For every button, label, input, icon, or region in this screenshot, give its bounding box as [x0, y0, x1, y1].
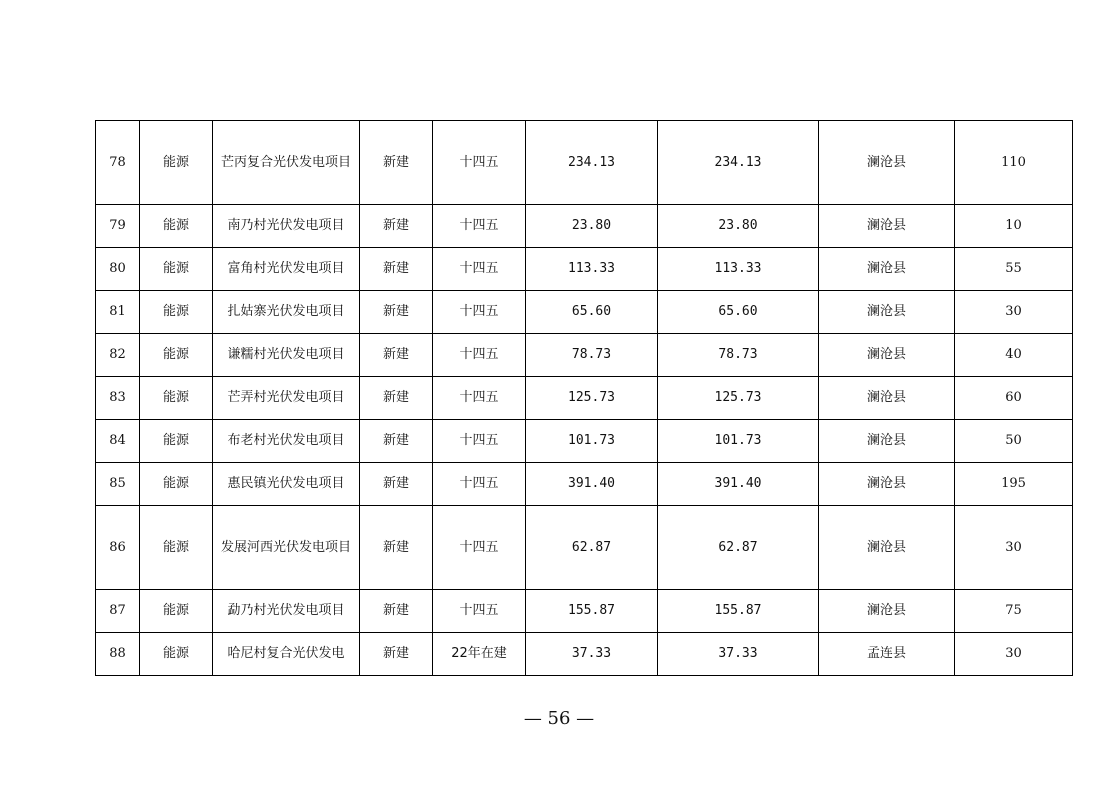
- cell-period: 十四五: [433, 121, 526, 205]
- cell-county: 澜沧县: [819, 377, 955, 420]
- cell-county: 孟连县: [819, 633, 955, 676]
- cell-total-investment: 234.13: [526, 121, 658, 205]
- cell-construction-type: 新建: [360, 121, 433, 205]
- cell-project-name: 惠民镇光伏发电项目: [213, 463, 360, 506]
- cell-planned-investment: 125.73: [658, 377, 819, 420]
- cell-period: 十四五: [433, 463, 526, 506]
- cell-total-investment: 391.40: [526, 463, 658, 506]
- cell-capacity: 60: [955, 377, 1073, 420]
- cell-planned-investment: 113.33: [658, 248, 819, 291]
- cell-planned-investment: 78.73: [658, 334, 819, 377]
- cell-row-number: 81: [96, 291, 140, 334]
- cell-category: 能源: [140, 463, 213, 506]
- cell-planned-investment: 65.60: [658, 291, 819, 334]
- cell-category: 能源: [140, 377, 213, 420]
- cell-category: 能源: [140, 205, 213, 248]
- cell-project-name: 哈尼村复合光伏发电: [213, 633, 360, 676]
- cell-row-number: 78: [96, 121, 140, 205]
- cell-row-number: 87: [96, 590, 140, 633]
- cell-total-investment: 155.87: [526, 590, 658, 633]
- cell-capacity: 55: [955, 248, 1073, 291]
- cell-construction-type: 新建: [360, 463, 433, 506]
- cell-planned-investment: 101.73: [658, 420, 819, 463]
- cell-total-investment: 113.33: [526, 248, 658, 291]
- cell-period: 十四五: [433, 420, 526, 463]
- table-row: [96, 420, 1073, 463]
- table-row: [96, 506, 1073, 590]
- table-body: [96, 121, 1073, 676]
- project-table: [95, 120, 1073, 676]
- cell-construction-type: 新建: [360, 590, 433, 633]
- cell-capacity: 50: [955, 420, 1073, 463]
- cell-county: 澜沧县: [819, 506, 955, 590]
- table-row: [96, 205, 1073, 248]
- cell-capacity: 30: [955, 506, 1073, 590]
- cell-category: 能源: [140, 633, 213, 676]
- cell-planned-investment: 37.33: [658, 633, 819, 676]
- cell-project-name: 布老村光伏发电项目: [213, 420, 360, 463]
- cell-total-investment: 62.87: [526, 506, 658, 590]
- cell-project-name: 勐乃村光伏发电项目: [213, 590, 360, 633]
- cell-planned-investment: 155.87: [658, 590, 819, 633]
- cell-total-investment: 23.80: [526, 205, 658, 248]
- cell-capacity: 195: [955, 463, 1073, 506]
- page-number: — 56 —: [523, 708, 595, 729]
- cell-capacity: 75: [955, 590, 1073, 633]
- cell-row-number: 88: [96, 633, 140, 676]
- table-row: [96, 463, 1073, 506]
- cell-total-investment: 65.60: [526, 291, 658, 334]
- cell-planned-investment: 62.87: [658, 506, 819, 590]
- cell-capacity: 110: [955, 121, 1073, 205]
- cell-total-investment: 37.33: [526, 633, 658, 676]
- cell-county: 澜沧县: [819, 334, 955, 377]
- table-row: [96, 248, 1073, 291]
- cell-period: 十四五: [433, 377, 526, 420]
- cell-project-name: 富角村光伏发电项目: [213, 248, 360, 291]
- cell-project-name: 芒弄村光伏发电项目: [213, 377, 360, 420]
- cell-construction-type: 新建: [360, 633, 433, 676]
- cell-county: 澜沧县: [819, 121, 955, 205]
- cell-construction-type: 新建: [360, 334, 433, 377]
- table-row: [96, 633, 1073, 676]
- table-row: [96, 590, 1073, 633]
- cell-category: 能源: [140, 590, 213, 633]
- cell-row-number: 80: [96, 248, 140, 291]
- cell-capacity: 30: [955, 633, 1073, 676]
- cell-category: 能源: [140, 506, 213, 590]
- cell-period: 十四五: [433, 205, 526, 248]
- cell-construction-type: 新建: [360, 248, 433, 291]
- cell-project-name: 扎姑寨光伏发电项目: [213, 291, 360, 334]
- cell-category: 能源: [140, 334, 213, 377]
- cell-capacity: 40: [955, 334, 1073, 377]
- table-row: [96, 377, 1073, 420]
- cell-period: 十四五: [433, 334, 526, 377]
- cell-row-number: 83: [96, 377, 140, 420]
- table-row: [96, 291, 1073, 334]
- cell-row-number: 82: [96, 334, 140, 377]
- cell-capacity: 30: [955, 291, 1073, 334]
- cell-category: 能源: [140, 121, 213, 205]
- cell-county: 澜沧县: [819, 590, 955, 633]
- cell-project-name: 芒丙复合光伏发电项目: [213, 121, 360, 205]
- cell-planned-investment: 391.40: [658, 463, 819, 506]
- cell-county: 澜沧县: [819, 463, 955, 506]
- cell-project-name: 谦糯村光伏发电项目: [213, 334, 360, 377]
- cell-total-investment: 78.73: [526, 334, 658, 377]
- cell-county: 澜沧县: [819, 420, 955, 463]
- cell-period: 十四五: [433, 248, 526, 291]
- cell-row-number: 85: [96, 463, 140, 506]
- table-row: [96, 334, 1073, 377]
- cell-construction-type: 新建: [360, 420, 433, 463]
- cell-construction-type: 新建: [360, 377, 433, 420]
- cell-row-number: 79: [96, 205, 140, 248]
- cell-capacity: 10: [955, 205, 1073, 248]
- cell-category: 能源: [140, 248, 213, 291]
- cell-county: 澜沧县: [819, 205, 955, 248]
- cell-county: 澜沧县: [819, 291, 955, 334]
- cell-total-investment: 101.73: [526, 420, 658, 463]
- cell-construction-type: 新建: [360, 291, 433, 334]
- cell-county: 澜沧县: [819, 248, 955, 291]
- cell-period: 22年在建: [433, 633, 526, 676]
- cell-total-investment: 125.73: [526, 377, 658, 420]
- cell-period: 十四五: [433, 291, 526, 334]
- table-row: [96, 121, 1073, 205]
- cell-planned-investment: 234.13: [658, 121, 819, 205]
- cell-project-name: 发展河西光伏发电项目: [213, 506, 360, 590]
- cell-planned-investment: 23.80: [658, 205, 819, 248]
- cell-period: 十四五: [433, 590, 526, 633]
- cell-row-number: 84: [96, 420, 140, 463]
- cell-row-number: 86: [96, 506, 140, 590]
- cell-category: 能源: [140, 291, 213, 334]
- cell-construction-type: 新建: [360, 205, 433, 248]
- cell-project-name: 南乃村光伏发电项目: [213, 205, 360, 248]
- cell-construction-type: 新建: [360, 506, 433, 590]
- cell-category: 能源: [140, 420, 213, 463]
- cell-period: 十四五: [433, 506, 526, 590]
